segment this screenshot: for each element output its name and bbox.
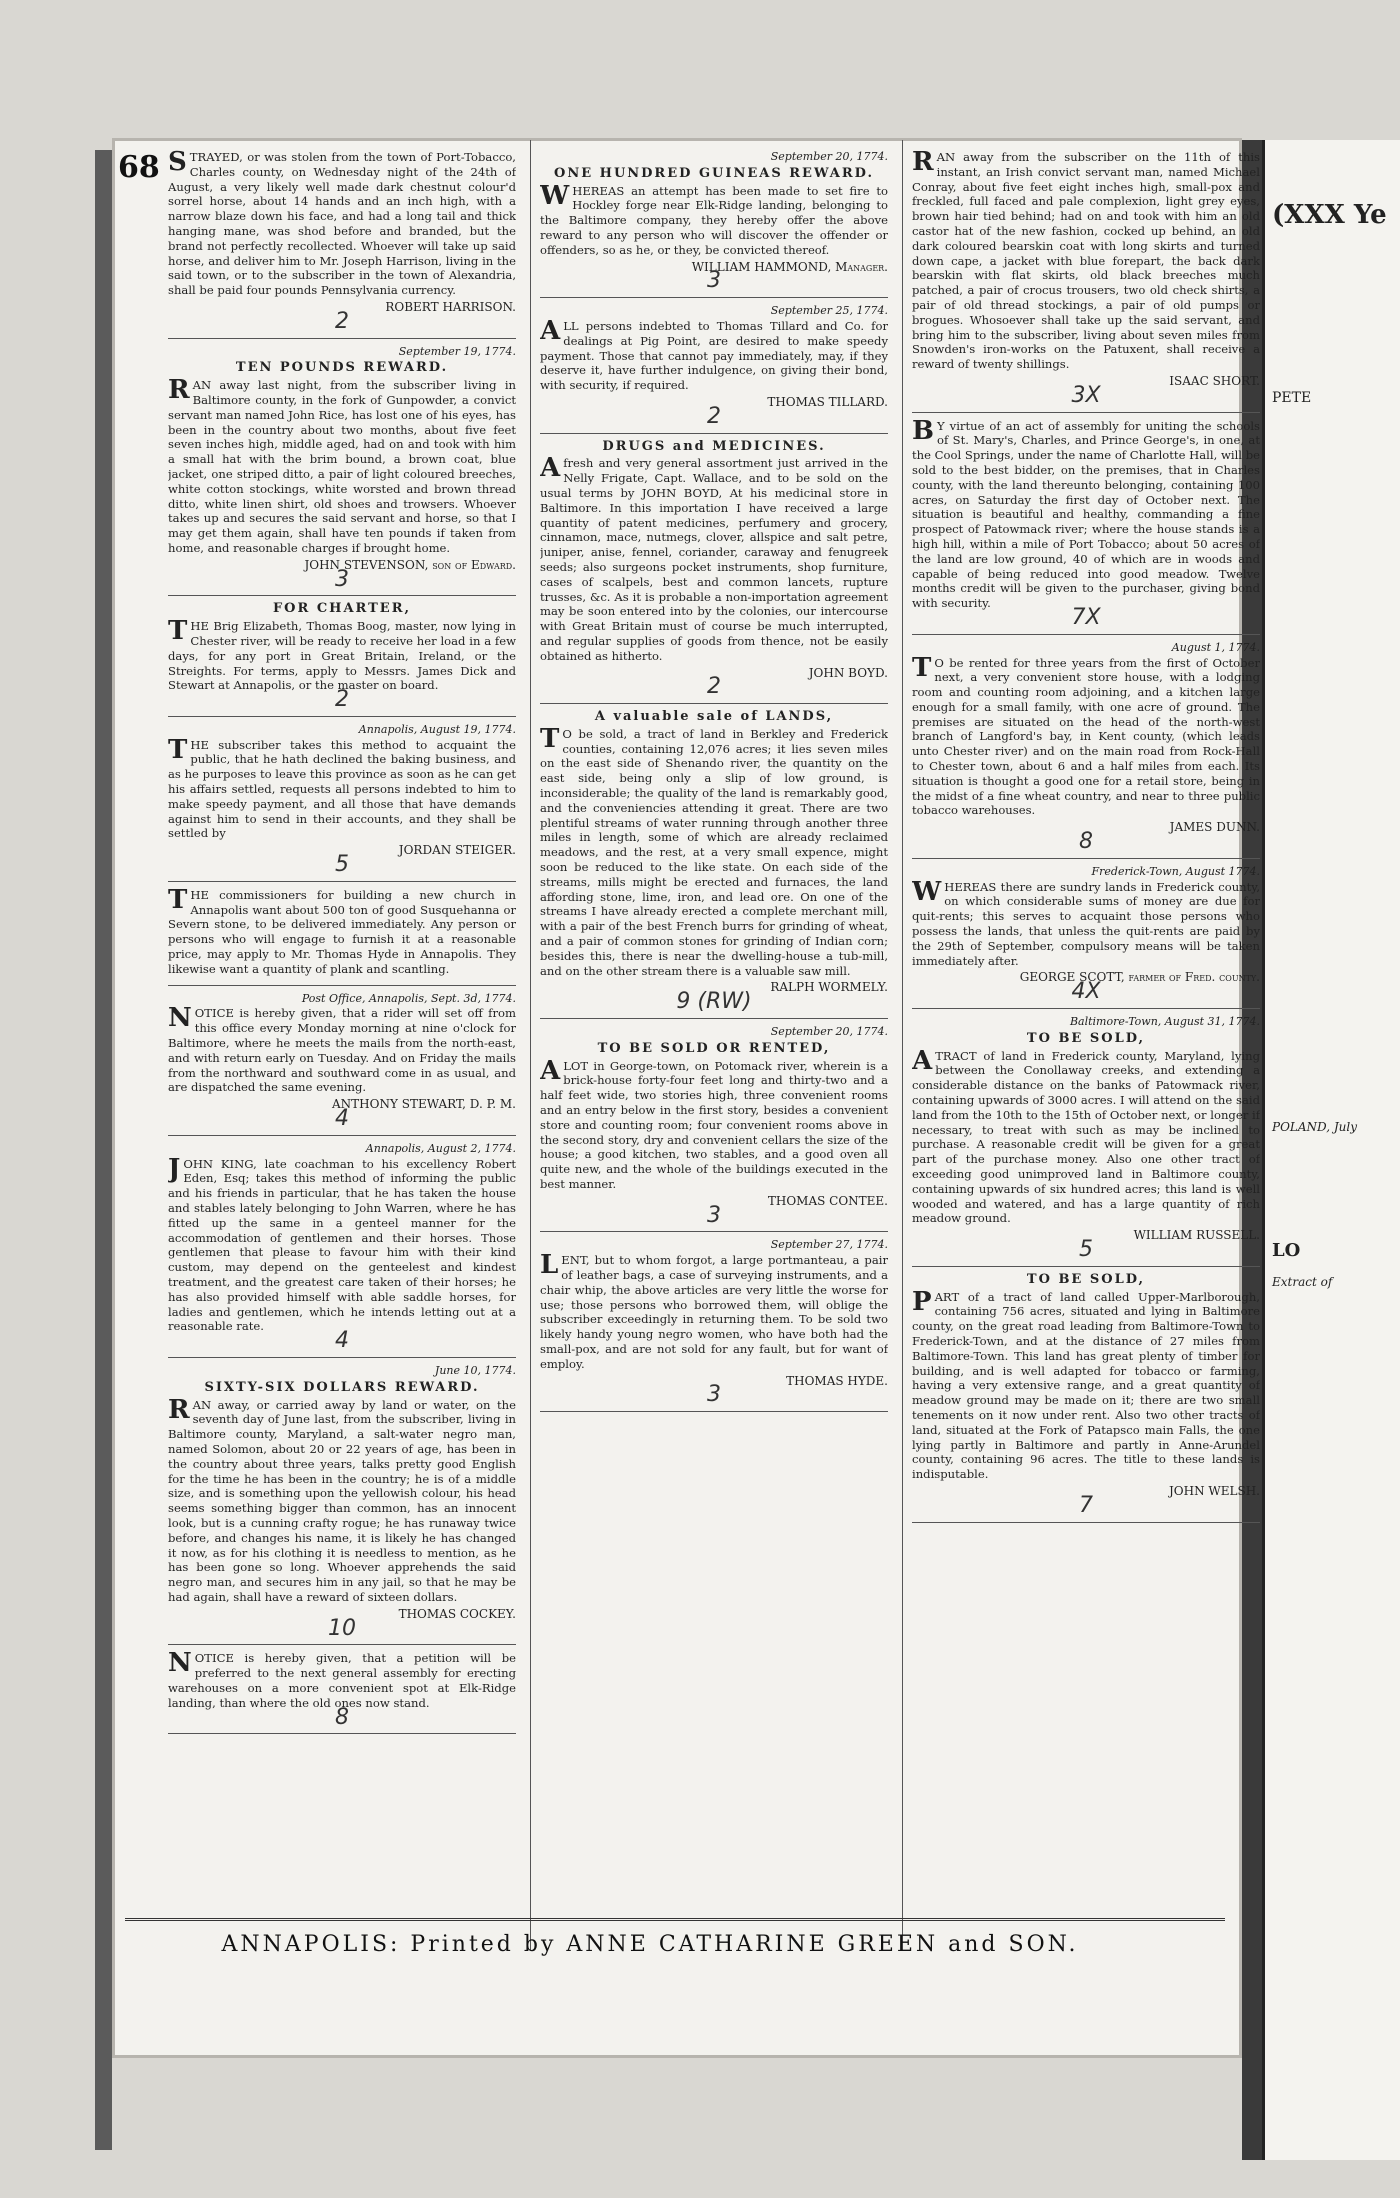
- advertisement: [912, 415, 1260, 630]
- ad-divider: [168, 881, 516, 882]
- advertisement: [912, 1271, 1260, 1518]
- advertisement: [168, 601, 516, 713]
- ad-body: WHEREAS there are sundry lands in Frederick county, on which considerable sums of money are due for quit-rents; this serves to acquaint those persons who possess the lands, that unless the quit-rents are paid by the 29th of September, compulsory means will be taken immediately after.: [912, 876, 1260, 968]
- ad-divider: [540, 433, 888, 434]
- ad-divider: [168, 595, 516, 596]
- handwritten-mark: 7: [1079, 1492, 1093, 1518]
- ad-divider: [912, 1266, 1260, 1267]
- ad-body: TO be rented for three years from the first of October next, a very convenient store house, with a lodging room and counting room adjoining, and a kitchen large enough for a small family, with one acre of ground. The premises are situated on the head of the north-west branch of Langford's bay, in Kent county, (which leads unto Chester river) and on the main road from Rock-Hall to Chester town, about 6 and a half miles from each. Its situation is thought a good one for a retail store, being in the midst of a fine wheat country, and near to three public tobacco warehouses.: [912, 652, 1260, 818]
- ad-date: September 20, 1774.: [770, 1025, 888, 1039]
- ad-signature: ROBERT HARRISON.: [385, 299, 516, 314]
- advertisement: [540, 150, 888, 294]
- ad-heading: SIXTY-SIX DOLLARS REWARD.: [204, 1379, 480, 1395]
- handwritten-mark: 3X: [1071, 382, 1101, 408]
- column-2: [540, 150, 888, 1930]
- ad-date: Baltimore-Town, August 31, 1774.: [1069, 1015, 1260, 1029]
- ad-signature: WILLIAM RUSSELL.: [1133, 1228, 1260, 1243]
- ad-signature: ISAAC SHORT.: [1169, 373, 1260, 388]
- advertisement: [168, 991, 516, 1132]
- advertisement: [540, 1025, 888, 1228]
- advertisement: [540, 709, 888, 1015]
- column-rule: [530, 140, 531, 1950]
- ad-body: Afresh and very general assortment just arrived in the Nelly Frigate, Capt. Wallace, and to be sold on the usual terms by JOHN BOYD, At his medicinal store in Baltimore. In this importation I have received a large quantity of patent medicines, perfumery and grocery, cinnamon, mace, nutmegs, clover, allspice and salt petre, juniper, anise, fennel, coriander, caraway and fenugreek seeds; also surgeons pocket instruments, shop furniture, cases of scalpels, best and common lancets, rupture trusses, &c. As it is probable a non-importation agreement may be soon entered into by the colonies, our intercourse with Great Britain must of course be much interrupted, and regular supplies of goods from thence, not be easily obtained as hitherto.: [540, 453, 888, 663]
- handwritten-mark: 3: [335, 566, 349, 592]
- ad-divider: [168, 1135, 516, 1136]
- ad-divider: [168, 1357, 516, 1358]
- facing-page-fragment: PETE: [1272, 390, 1312, 406]
- ad-body: THE Brig Elizabeth, Thomas Boog, master, now lying in Chester river, will be ready to receive her load in a few days, for any port in Great Britain, Ireland, or the Streights. For terms, apply to Messrs. James Dick and Stewart at Annapolis, or the master on board.: [168, 616, 516, 693]
- ad-divider: [912, 1522, 1260, 1523]
- printer-imprint: ANNAPOLIS: Printed by ANNE CATHARINE GREEN and SON.: [221, 1932, 1079, 1957]
- ad-body: ATRACT of land in Frederick county, Maryland, lying between the Conollaway creeks, and extending a considerable distance on the banks of Patowmack river, containing upwards of 3000 acres. I will attend on the said land from the 10th to the 15th of October next, or longer if necessary, to treat with such as may be inclined to purchase. A reasonable credit will be given for a great part of the purchase money. Also one other tract of exceeding good unimproved land in Baltimore county, containing upwards of six hundred acres; this land is well wooded and watered, and has a large quantity of rich meadow ground.: [912, 1045, 1260, 1226]
- page-number: 68: [118, 150, 160, 185]
- handwritten-mark: 2: [707, 403, 721, 429]
- ad-body: RAN away from the subscriber on the 11th of this instant, an Irish convict servant man, named Michael Conray, about five feet eight inches high, small-pox and freckled, full faced and pale complexion, light grey eyes, brown hair tied behind; had on and took with him an old castor hat of the new fashion, cocked up behind, an old dark coloured bearskin coat with long skirts and turned down cape, a jacket with blue forepart, the back dark bearskin with flat skirts, old black breeches much patched, a pair of crocus trousers, two old check shirts, a pair of old thread stockings, a pair of old pumps or brogues. Whosoever shall take up the said servant, and bring him to the subscriber, living about seven miles from Snowden's iron-works on the Patuxent, shall receive a reward of twenty shillings.: [912, 150, 1260, 372]
- handwritten-mark: 9 (RW): [676, 989, 752, 1015]
- handwritten-mark: 4X: [1071, 979, 1101, 1005]
- column-3: [912, 150, 1260, 1930]
- ad-divider: [168, 338, 516, 339]
- facing-page-header: (XXX Ye: [1272, 200, 1387, 230]
- ad-signature: JOHN STEVENSON, son of Edward.: [304, 557, 516, 572]
- ad-heading: A valuable sale of LANDS,: [594, 709, 834, 725]
- ad-heading: TO BE SOLD OR RENTED,: [597, 1040, 831, 1056]
- ad-signature: THOMAS COCKEY.: [398, 1606, 516, 1621]
- ad-signature: THOMAS TILLARD.: [767, 394, 888, 409]
- handwritten-mark: 5: [1079, 1236, 1093, 1262]
- ad-body: ALOT in George-town, on Potomack river, wherein is a brick-house forty-four feet long and thirty-two and a half feet wide, two stories high, three convenient rooms and an entry below in the first story, besides a convenient store and counting room; four convenient rooms above in the second story, dry and convenient cellars the size of the house; a good kitchen, two stables, and a good oven all quite new, and the whole of the buildings executed in the best manner.: [540, 1055, 888, 1191]
- ad-divider: [912, 858, 1260, 859]
- ad-heading: ONE HUNDRED GUINEAS REWARD.: [554, 165, 874, 181]
- handwritten-mark: 4: [335, 1328, 349, 1354]
- handwritten-mark: 2: [335, 308, 349, 334]
- ad-date: September 20, 1774.: [770, 150, 888, 163]
- ad-signature: RALPH WORMELY.: [770, 980, 888, 995]
- ad-body: STRAYED, or was stolen from the town of Port-Tobacco, Charles county, on Wednesday night of the 24th of August, a very likely well made dark chestnut colour'd sorrel horse, about 14 hands and an inch high, with a narrow blaze down his face, and had a long tail and thick hanging mane, was shod before and branded, but the brand not perfectly recollected. Whoever will take up said horse, and deliver him to Mr. Joseph Harrison, living in the said town, or to the subscriber in the town of Alexandria, shall be paid four pounds Pennsylvania currency.: [168, 150, 516, 298]
- ad-divider: [540, 703, 888, 704]
- advertisement: [168, 722, 516, 878]
- advertisement: [912, 640, 1260, 855]
- left-page-edge: [95, 150, 112, 2150]
- ad-date: Annapolis, August 19, 1774.: [358, 722, 516, 736]
- handwritten-mark: 3: [707, 268, 721, 294]
- facing-page-fragment: LO: [1272, 1240, 1301, 1261]
- ad-body: RAN away, or carried away by land or water, on the seventh day of June last, from the subscriber, living in Baltimore county, Maryland, a salt-water negro man, named Solomon, about 20 or 22 years of age, has been in the country about three years, talks pretty good English for the time he has been in the country; he is of a middle size, and is something upon the yellowish colour, his head seems something bigger than common, has an innocent look, but is a cunning crafty rogue; he has runaway twice before, and changes his name, it is likely he has changed it now, as for his clothing it is needless to mention, as he has been gone so long. Whoever apprehends the said negro man, and secures him in any jail, so that he may be had again, shall have a reward of sixteen dollars.: [168, 1394, 516, 1604]
- facing-page-fragment: Extract of: [1272, 1275, 1333, 1289]
- ad-divider: [168, 985, 516, 986]
- ad-signature: THOMAS CONTEE.: [767, 1193, 888, 1208]
- ad-body: THE commissioners for building a new church in Annapolis want about 500 ton of good Susquehanna or Severn stone, to be delivered immediately. Any person or persons who will engage to furnish it at a reasonable price, may apply to Mr. Thomas Hyde in Annapolis. They likewise want a quantity of plank and scantling.: [168, 884, 516, 976]
- advertisement: [540, 438, 888, 700]
- ad-body: THE subscriber takes this method to acquaint the public, that he hath declined the baking business, and as he purposes to leave this province as soon as he can get his affairs settled, requests all persons indebted to him to make speedy payment, and all those that have demands against him to send in their accounts, and they shall be settled by: [168, 734, 516, 841]
- column-1: [168, 150, 516, 1930]
- ad-divider: [912, 412, 1260, 413]
- handwritten-mark: 4: [335, 1106, 349, 1132]
- facing-page-strip: [1262, 140, 1400, 2160]
- column-rule: [902, 140, 903, 1950]
- handwritten-mark: 3: [707, 1382, 721, 1408]
- ad-date: September 27, 1774.: [770, 1238, 888, 1252]
- ad-body: LENT, but to whom forgot, a large portmanteau, a pair of leather bags, a case of surveying instruments, and a chair whip, the above articles are very little the worse for use; those persons who borrowed them, will oblige the subscriber exceedingly in returning them. To be sold two likely handy young negro women, who have both had the small-pox, and are not sold for any fault, but for want of employ.: [540, 1250, 888, 1371]
- ad-signature: JOHN WELSH.: [1169, 1483, 1260, 1498]
- ad-body: WHEREAS an attempt has been made to set fire to Hockley forge near Elk-Ridge landing, belonging to the Baltimore company, they hereby offer the above reward to any person who will discover the offender or offenders, so as he, or they, be convicted thereof.: [540, 180, 888, 257]
- ad-heading: FOR CHARTER,: [272, 601, 412, 617]
- ad-divider: [540, 1411, 888, 1412]
- handwritten-mark: 3: [707, 1202, 721, 1228]
- ornament-border: [125, 1918, 1225, 1927]
- ad-divider: [912, 1008, 1260, 1009]
- ad-date: September 25, 1774.: [770, 304, 888, 318]
- ad-date: June 10, 1774.: [434, 1363, 516, 1377]
- advertisement: [168, 884, 516, 977]
- ad-body: NOTICE is hereby given, that a petition will be preferred to the next general assembly for erecting warehouses on a more convenient spot at Elk-Ridge landing, than where the old ones now stand.: [168, 1648, 516, 1710]
- handwritten-mark: 5: [335, 852, 349, 878]
- advertisement: [912, 150, 1260, 408]
- ad-body: RAN away last night, from the subscriber living in Baltimore county, in the fork of Gunpowder, a convict servant man named John Rice, has lost one of his eyes, has been in the country about two months, about five feet seven inches high, middle aged, had on and took with him a small hat with the brim bound, a brown coat, blue jacket, one striped ditto, a pair of light coloured breeches, white cotton stockings, white worsted and brown thread ditto, white linen shirt, old shoes and trowsers. Whoever takes up and secures the said servant and horse, so that I may get them again, shall have ten pounds if taken from home, and reasonable charges if brought home.: [168, 375, 516, 555]
- facing-page-fragment: POLAND, July: [1272, 1120, 1358, 1134]
- ad-body: ALL persons indebted to Thomas Tillard and Co. for dealings at Pig Point, are desired to make speedy payment. Those that cannot pay immediately, may, if they deserve it, have further indulgence, on giving their bond, with security, if required.: [540, 315, 888, 393]
- ad-heading: TO BE SOLD,: [1026, 1030, 1146, 1046]
- advertisement: [540, 304, 888, 429]
- ad-signature: THOMAS HYDE.: [786, 1373, 888, 1388]
- ad-signature: WILLIAM HAMMOND, Manager.: [691, 259, 888, 274]
- handwritten-mark: 2: [707, 674, 721, 700]
- advertisement: [168, 150, 516, 334]
- ad-date: Annapolis, August 2, 1774.: [365, 1141, 516, 1155]
- ad-divider: [540, 1231, 888, 1232]
- ad-body: NOTICE is hereby given, that a rider will set off from this office every Monday morning at nine o'clock for Baltimore, where he meets the mails from the north-east, and with return early on Tuesday. And on Friday the mails from the northward and southward come in as usual, and are dispatched the same evening.: [168, 1003, 516, 1095]
- advertisement: [168, 1648, 516, 1730]
- ad-body: BY virtue of an act of assembly for uniting the schools of St. Mary's, Charles, and Prince George's, in one, at the Cool Springs, under the name of Charlotte Hall, will be sold to the best bidder, on the premises, that in Charles county, with the land thereunto belonging, containing 100 acres, on Saturday the first day of October next. The situation is beautiful and healthy, commanding a fine prospect of Patowmack river; where the house stands is a high hill, within a mile of Port Tobacco; about 50 acres of the land are low ground, 40 of which are in woods and capable of being reduced into good meadow. Twelve months credit will be given to the purchaser, giving bond with security.: [912, 415, 1260, 611]
- handwritten-mark: 2: [335, 687, 349, 713]
- advertisement: [912, 1015, 1260, 1262]
- advertisement: [168, 1141, 516, 1354]
- ad-body: PART of a tract of land called Upper-Marlborough, containing 756 acres, situated and lying in Baltimore county, on the great road leading from Baltimore-Town to Frederick-Town, and at the distance of 27 miles from Baltimore-Town. This land has great plenty of timber for building, and is well adapted for tobacco or farming, having a very extensive range, and a great quantity of meadow ground may be made on it; there are two small tenements on it now under rent. Also two other tracts of land, situated at the Fork of Patapsco main Falls, the one lying partly in Baltimore and partly in Anne-Arundel county, containing 96 acres. The title to these lands is indisputable.: [912, 1286, 1260, 1482]
- ad-signature: JOHN BOYD.: [808, 665, 888, 680]
- ad-date: Post Office, Annapolis, Sept. 3d, 1774.: [301, 991, 516, 1005]
- ad-signature: ANTHONY STEWART, D. P. M.: [332, 1097, 516, 1112]
- ad-signature: JAMES DUNN.: [1169, 820, 1260, 835]
- ad-date: August 1, 1774.: [1171, 640, 1260, 654]
- ad-body: TO be sold, a tract of land in Berkley and Frederick counties, containing 12,076 acres; it lies seven miles on the east side of Shenando river, the quantity on the east side, being only a slip of low ground, is inconsiderable; the quality of the land is remarkably good, and the conveniencies attending it great. There are two plentiful streams of water running through another three miles in length, some of which are already reclaimed meadows, and the rest, at a very small expence, might soon be reduced to the like state. On each side of the streams, mills might be erected and furnaces, the land affording stone, lime, iron, and lead ore. On one of the streams I have already erected a complete merchant mill, with a pair of the best French burrs for grinding of wheat, and a pair of common stones for grinding of Indian corn; besides this, there is near the dwelling-house a tub-mill, and on the other stream there is a valuable saw mill.: [540, 723, 888, 978]
- ad-signature: GEORGE SCOTT, farmer of Fred. county.: [1019, 970, 1260, 985]
- handwritten-mark: 8: [335, 1704, 349, 1730]
- ad-divider: [168, 1733, 516, 1734]
- ad-divider: [168, 716, 516, 717]
- ad-divider: [168, 1644, 516, 1645]
- ad-heading: TO BE SOLD,: [1026, 1271, 1146, 1287]
- ad-signature: JORDAN STEIGER.: [398, 843, 516, 858]
- advertisement: [540, 1238, 888, 1408]
- handwritten-mark: 10: [328, 1615, 356, 1641]
- advertisement: [168, 344, 516, 592]
- advertisement: [912, 864, 1260, 1005]
- advertisement: [168, 1363, 516, 1641]
- handwritten-mark: 7X: [1071, 604, 1101, 630]
- ad-divider: [540, 297, 888, 298]
- ad-divider: [540, 1018, 888, 1019]
- ad-divider: [912, 634, 1260, 635]
- ad-date: Frederick-Town, August 1774.: [1091, 864, 1260, 878]
- ad-date: September 19, 1774.: [398, 344, 516, 358]
- ad-body: JOHN KING, late coachman to his excellency Robert Eden, Esq; takes this method of informing the public and his friends in particular, that he has taken the house and stables lately belonging to John Warren, where he has fitted up the same in a genteel manner for the accommodation of gentlemen and their horses. Those gentlemen that please to favour him with their kind custom, may depend on the genteelest and kindest treatment, and the greatest care taken of their horses; he has also provided himself with able saddle horses, for ladies and gentlemen, which he intends letting out at a reasonable rate.: [168, 1153, 516, 1334]
- handwritten-mark: 8: [1079, 829, 1093, 855]
- ad-heading: DRUGS and MEDICINES.: [602, 438, 826, 454]
- ad-heading: TEN POUNDS REWARD.: [235, 360, 449, 376]
